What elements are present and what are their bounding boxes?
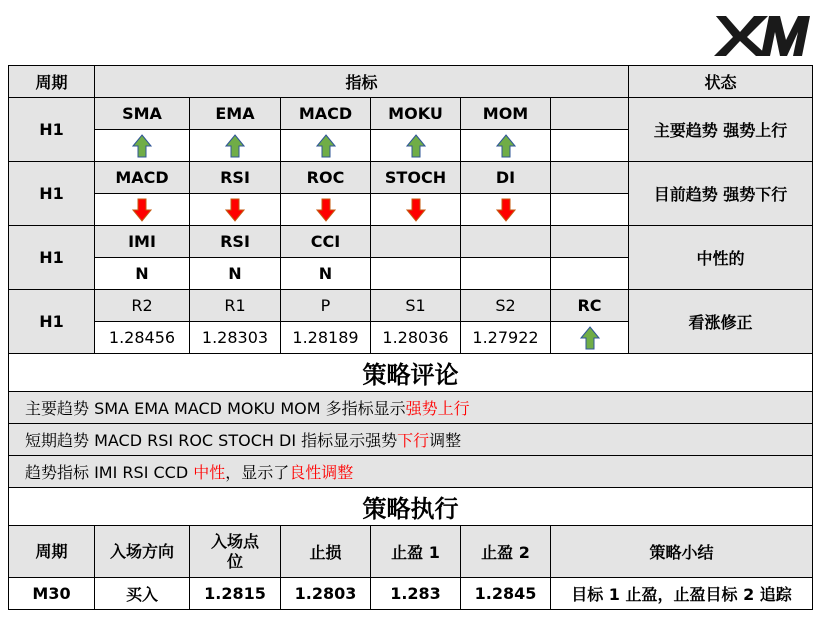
signal-cell xyxy=(461,130,551,162)
arrow-down-icon xyxy=(496,198,516,222)
commentary-highlight: 中性 xyxy=(193,463,226,482)
rc-signal-cell xyxy=(551,322,629,354)
exec-cell: 买入 xyxy=(95,578,190,610)
pivot-label: R1 xyxy=(190,290,281,322)
commentary-line-1 xyxy=(9,392,813,424)
group2-period: H1 xyxy=(9,162,95,226)
execution-title: 策略执行 xyxy=(9,488,813,526)
header-status: 状态 xyxy=(629,66,813,98)
arrow-down-icon xyxy=(225,198,245,222)
signal-cell xyxy=(190,194,281,226)
value-cell: N xyxy=(190,258,281,290)
group3-period: H1 xyxy=(9,226,95,290)
pivot-label: S2 xyxy=(461,290,551,322)
exec-header: 止损 xyxy=(281,526,371,578)
exec-header: 策略小结 xyxy=(551,526,813,578)
group2-indicator: MACD xyxy=(95,162,190,194)
group1-indicator: SMA xyxy=(95,98,190,130)
exec-cell: 1.2815 xyxy=(190,578,281,610)
exec-header: 入场点位 xyxy=(190,526,281,578)
value-cell xyxy=(551,258,629,290)
exec-header: 入场方向 xyxy=(95,526,190,578)
signal-cell xyxy=(95,194,190,226)
group1-indicator: EMA xyxy=(190,98,281,130)
pivot-value: 1.28303 xyxy=(190,322,281,354)
signal-cell xyxy=(95,130,190,162)
commentary-mid: ，显示了 xyxy=(225,463,290,482)
group3-status: 中性的 xyxy=(629,226,813,290)
signal-cell xyxy=(461,194,551,226)
signal-cell-empty xyxy=(551,194,629,226)
commentary-text: 主要趋势 SMA EMA MACD MOKU MOM 多指标显示 xyxy=(25,399,406,418)
signal-cell-empty xyxy=(551,130,629,162)
exec-cell: 1.2845 xyxy=(461,578,551,610)
commentary-title: 策略评论 xyxy=(9,354,813,392)
xm-logo xyxy=(712,10,812,58)
group3-indicator: IMI xyxy=(95,226,190,258)
arrow-up-icon xyxy=(406,134,426,158)
commentary-line-2 xyxy=(9,424,813,456)
analysis-table xyxy=(8,65,813,610)
commentary-highlight: 下行 xyxy=(397,431,430,450)
group2-indicator: STOCH xyxy=(371,162,461,194)
value-cell xyxy=(371,258,461,290)
group1-indicator: MOKU xyxy=(371,98,461,130)
arrow-up-icon xyxy=(316,134,336,158)
exec-header: 止盈 1 xyxy=(371,526,461,578)
group1-indicator: MACD xyxy=(281,98,371,130)
group3-indicator xyxy=(461,226,551,258)
exec-header: 周期 xyxy=(9,526,95,578)
commentary-line-3 xyxy=(9,456,813,488)
exec-header: 止盈 2 xyxy=(461,526,551,578)
exec-cell: 目标 1 止盈，止盈目标 2 追踪 xyxy=(551,578,813,610)
pivot-value: 1.28456 xyxy=(95,322,190,354)
group3-indicator xyxy=(551,226,629,258)
pivot-value: 1.28189 xyxy=(281,322,371,354)
signal-cell xyxy=(371,130,461,162)
header-indicator: 指标 xyxy=(95,66,629,98)
value-cell xyxy=(461,258,551,290)
group1-period: H1 xyxy=(9,98,95,162)
pivot-label: S1 xyxy=(371,290,461,322)
group2-indicator: ROC xyxy=(281,162,371,194)
exec-cell: 1.283 xyxy=(371,578,461,610)
group2-indicator: RSI xyxy=(190,162,281,194)
pivot-label: RC xyxy=(551,290,629,322)
value-cell: N xyxy=(95,258,190,290)
commentary-highlight: 强势上行 xyxy=(405,399,470,418)
signal-cell xyxy=(371,194,461,226)
arrow-up-icon xyxy=(496,134,516,158)
arrow-up-icon xyxy=(132,134,152,158)
signal-cell xyxy=(190,130,281,162)
arrow-down-icon xyxy=(132,198,152,222)
group2-indicator: DI xyxy=(461,162,551,194)
group1-status: 主要趋势 强势上行 xyxy=(629,98,813,162)
group3-indicator: CCI xyxy=(281,226,371,258)
group2-indicator xyxy=(551,162,629,194)
exec-cell: 1.2803 xyxy=(281,578,371,610)
arrow-down-icon xyxy=(316,198,336,222)
exec-cell: M30 xyxy=(9,578,95,610)
group2-status: 目前趋势 强势下行 xyxy=(629,162,813,226)
arrow-down-icon xyxy=(406,198,426,222)
pivot-value: 1.27922 xyxy=(461,322,551,354)
arrow-up-icon xyxy=(580,326,600,350)
pivot-value: 1.28036 xyxy=(371,322,461,354)
value-cell: N xyxy=(281,258,371,290)
group4-period: H1 xyxy=(9,290,95,354)
pivot-label: P xyxy=(281,290,371,322)
group1-indicator xyxy=(551,98,629,130)
commentary-text: 短期趋势 MACD RSI ROC STOCH DI 指标显示强势 xyxy=(25,431,398,450)
signal-cell xyxy=(281,130,371,162)
group4-status: 看涨修正 xyxy=(629,290,813,354)
group3-indicator xyxy=(371,226,461,258)
group1-indicator: MOM xyxy=(461,98,551,130)
commentary-tail: 调整 xyxy=(429,431,462,450)
signal-cell xyxy=(281,194,371,226)
pivot-label: R2 xyxy=(95,290,190,322)
header-period: 周期 xyxy=(9,66,95,98)
commentary-text: 趋势指标 IMI RSI CCD xyxy=(25,463,194,482)
group3-indicator: RSI xyxy=(190,226,281,258)
commentary-highlight: 良性调整 xyxy=(289,463,354,482)
arrow-up-icon xyxy=(225,134,245,158)
